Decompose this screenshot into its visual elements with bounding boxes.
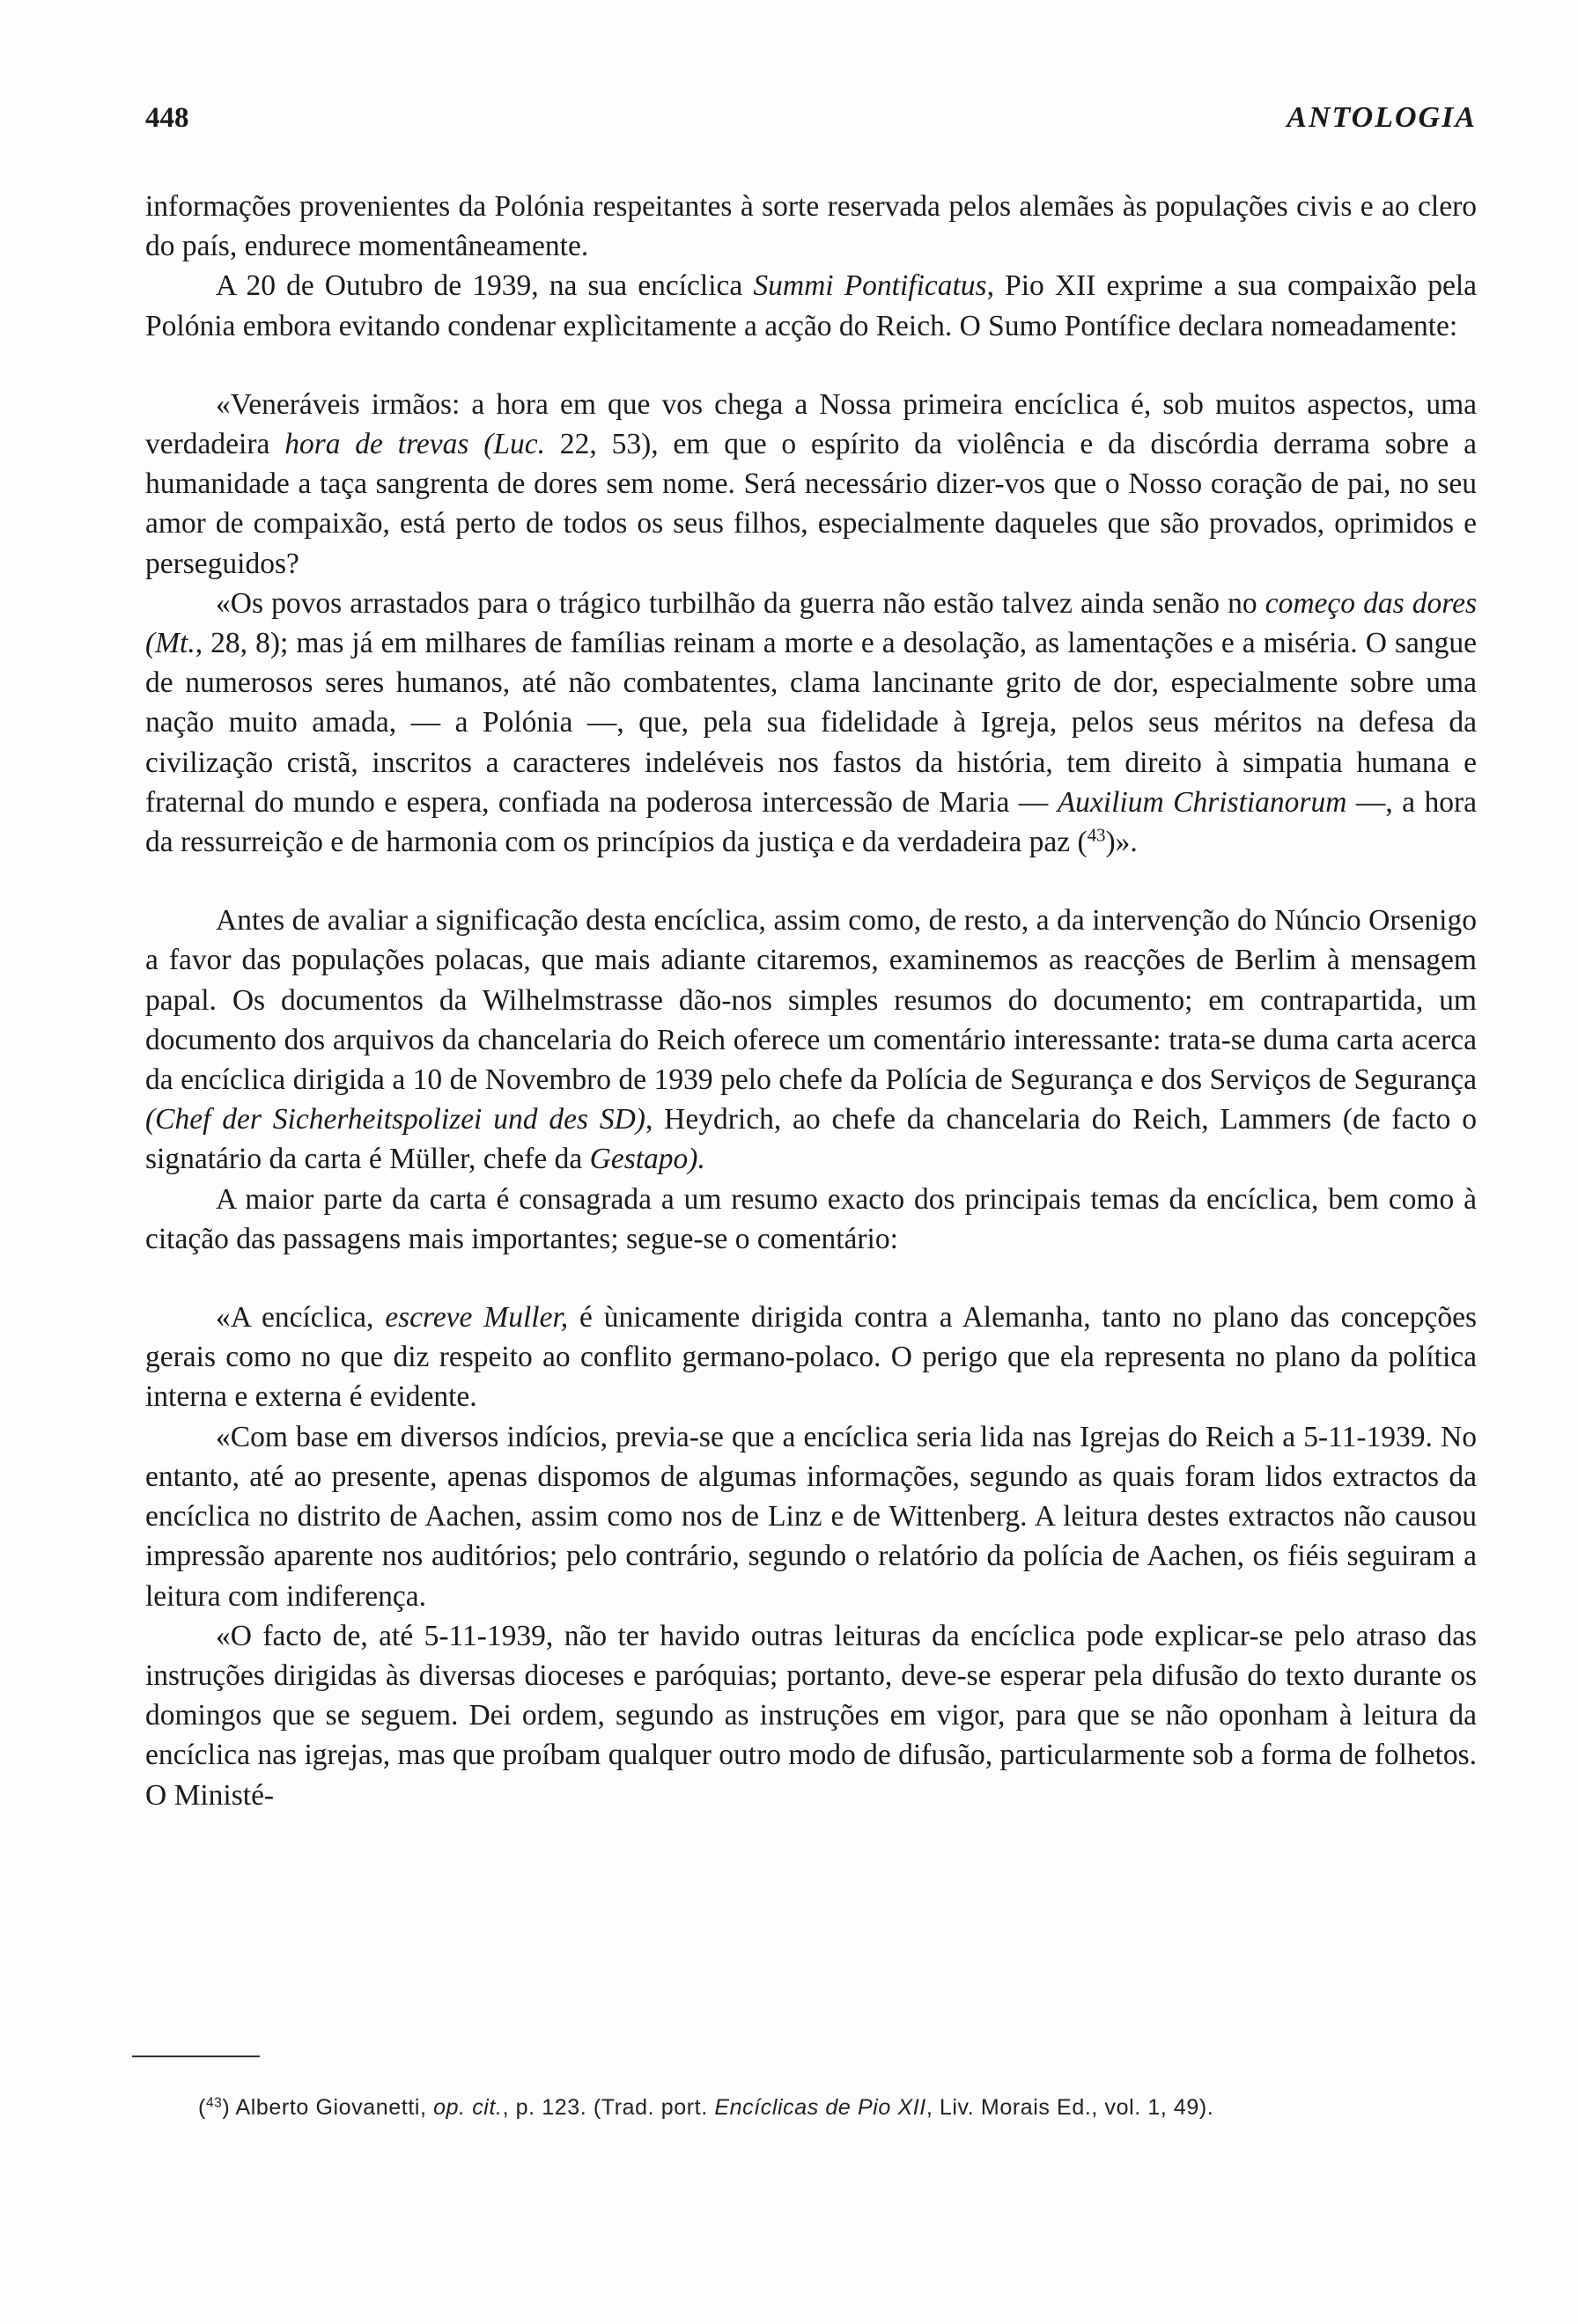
encyclical-quote [145,385,1477,862]
footnote-43: ($^{43}$) Alberto Giovanetti, op. cit., p. 123. (Trad. port. Encíclicas de Pio XII, Liv. Morais Ed., vol. 1, 49). [198,2095,1214,2120]
letter-quote [145,1298,1477,1815]
paragraph-letter-summary: A maior parte da carta é consagrada a um resumo exacto dos principais temas da encíclica, bem como à citação das passagens mais importantes; segue-se o comentário: [145,1182,1477,1255]
letter-quote-paragraph-1: «A encíclica, escreve Muller, é ùnicamente dirigida contra a Alemanha, tanto no plano das concepções gerais como no que diz respeito ao conflito germano-polaco. O perigo que ela representa no plano da política interna e externa é evidente. [145,1301,1478,1414]
running-title: ANTOLOGIA [1287,101,1477,134]
quote-paragraph-1: «Veneráveis irmãos: a hora em que vos chega a Nossa primeira encíclica é, sob muitos aspectos, uma verdadeira hora de trevas (Luc. 22, 53), em que o espírito da violência e da discórdia derrama sobre a humanidade a taça sangrenta de dores sem nome. Será necessário dizer-vos que o Nosso coração de pai, no seu amor de compaixão, está perto de todos os seus filhos, especialmente daqueles que são provados, oprimidos e perseguidos? [145,387,1477,580]
footnote-divider [132,2056,260,2057]
page-number: 448 [145,102,189,134]
footnote-mark: 43 [205,2095,223,2111]
footnotes [128,2092,1475,2124]
paragraph-analysis: Antes de avaliar a significação desta encíclica, assim como, de resto, a da intervenção do Núncio Orsenigo a favor das populações polacas, que mais adiante citaremos, examinemos as reacções de Berlim à mensagem papal. Os documentos da Wilhelmstrasse dão-nos simples resumos do documento; em contrapartida, um documento dos arquivos da chancelaria do Reich oferece um comentário interessante: trata-se duma carta acerca da encíclica dirigida a 10 de Novembro de 1939 pelo chefe da Polícia de Segurança e dos Serviços de Segurança (Chef der Sicherheitspolizei und des SD), Heydrich, ao chefe da chancelaria do Reich, Lammers (de facto o signatário da carta é Müller, chefe da Gestapo). [145,904,1477,1176]
page-header [145,101,1477,145]
paragraph-encyclical-intro: A 20 de Outubro de 1939, na sua encíclica Summi Pontificatus, Pio XII exprime a sua compaixão pela Polónia embora evitando condenar explìcitamente a acção do Reich. O Sumo Pontífice declara nomeadamente: [145,269,1477,342]
paragraph-continuation: informações provenientes da Polónia respeitantes à sorte reservada pelos alemães às populações civis e ao clero do país, endurece momentâneamente. [145,190,1477,263]
body-text [145,187,1477,1854]
letter-quote-paragraph-2: «Com base em diversos indícios, previa-se que a encíclica seria lida nas Igrejas do Reich a 5-11-1939. No entanto, até ao presente, apenas dispomos de algumas informações, segundo as quais foram lidos extractos da encíclica no distrito de Aachen, assim como nos de Linz e de Wittenberg. A leitura destes extractos não causou impressão aparente nos auditórios; pelo contrário, segundo o relatório da polícia de Aachen, os fiéis seguiram a leitura com indiferença. [145,1420,1477,1613]
footnote-reference: 43 [1087,825,1106,846]
letter-quote-paragraph-3: «O facto de, até 5-11-1939, não ter havido outras leituras da encíclica pode explicar-se pelo atraso das instruções dirigidas às diversas dioceses e paróquias; portanto, deve-se esperar pela difusão do texto durante os domingos que se seguem. Dei ordem, segundo as instruções em vigor, para que se não oponham à leitura da encíclica nas igrejas, mas que proíbam qualquer outro modo de difusão, particularmente sob a forma de folhetos. O Ministé- [145,1619,1477,1812]
quote-paragraph-2: «Os povos arrastados para o trágico turbilhão da guerra não estão talvez ainda senão no começo das dores (Mt., 28, 8); mas já em milhares de famílias reinam a morte e a desolação, as lamentações e a miséria. O sangue de numerosos seres humanos, até não combatentes, clama lancinante grito de dor, especialmente sobre uma nação muito amada, — a Polónia —, que, pela sua fidelidade à Igreja, pelos seus méritos na defesa da civilização cristã, inscritos a caracteres indeléveis nos fastos da história, tem direito à simpatia humana e fraternal do mundo e espera, confiada na poderosa intercessão de Maria — Auxilium Christianorum —, a hora da ressurreição e de harmonia com os princípios da justiça e da verdadeira paz ($^{43}$)». [145,586,1477,859]
